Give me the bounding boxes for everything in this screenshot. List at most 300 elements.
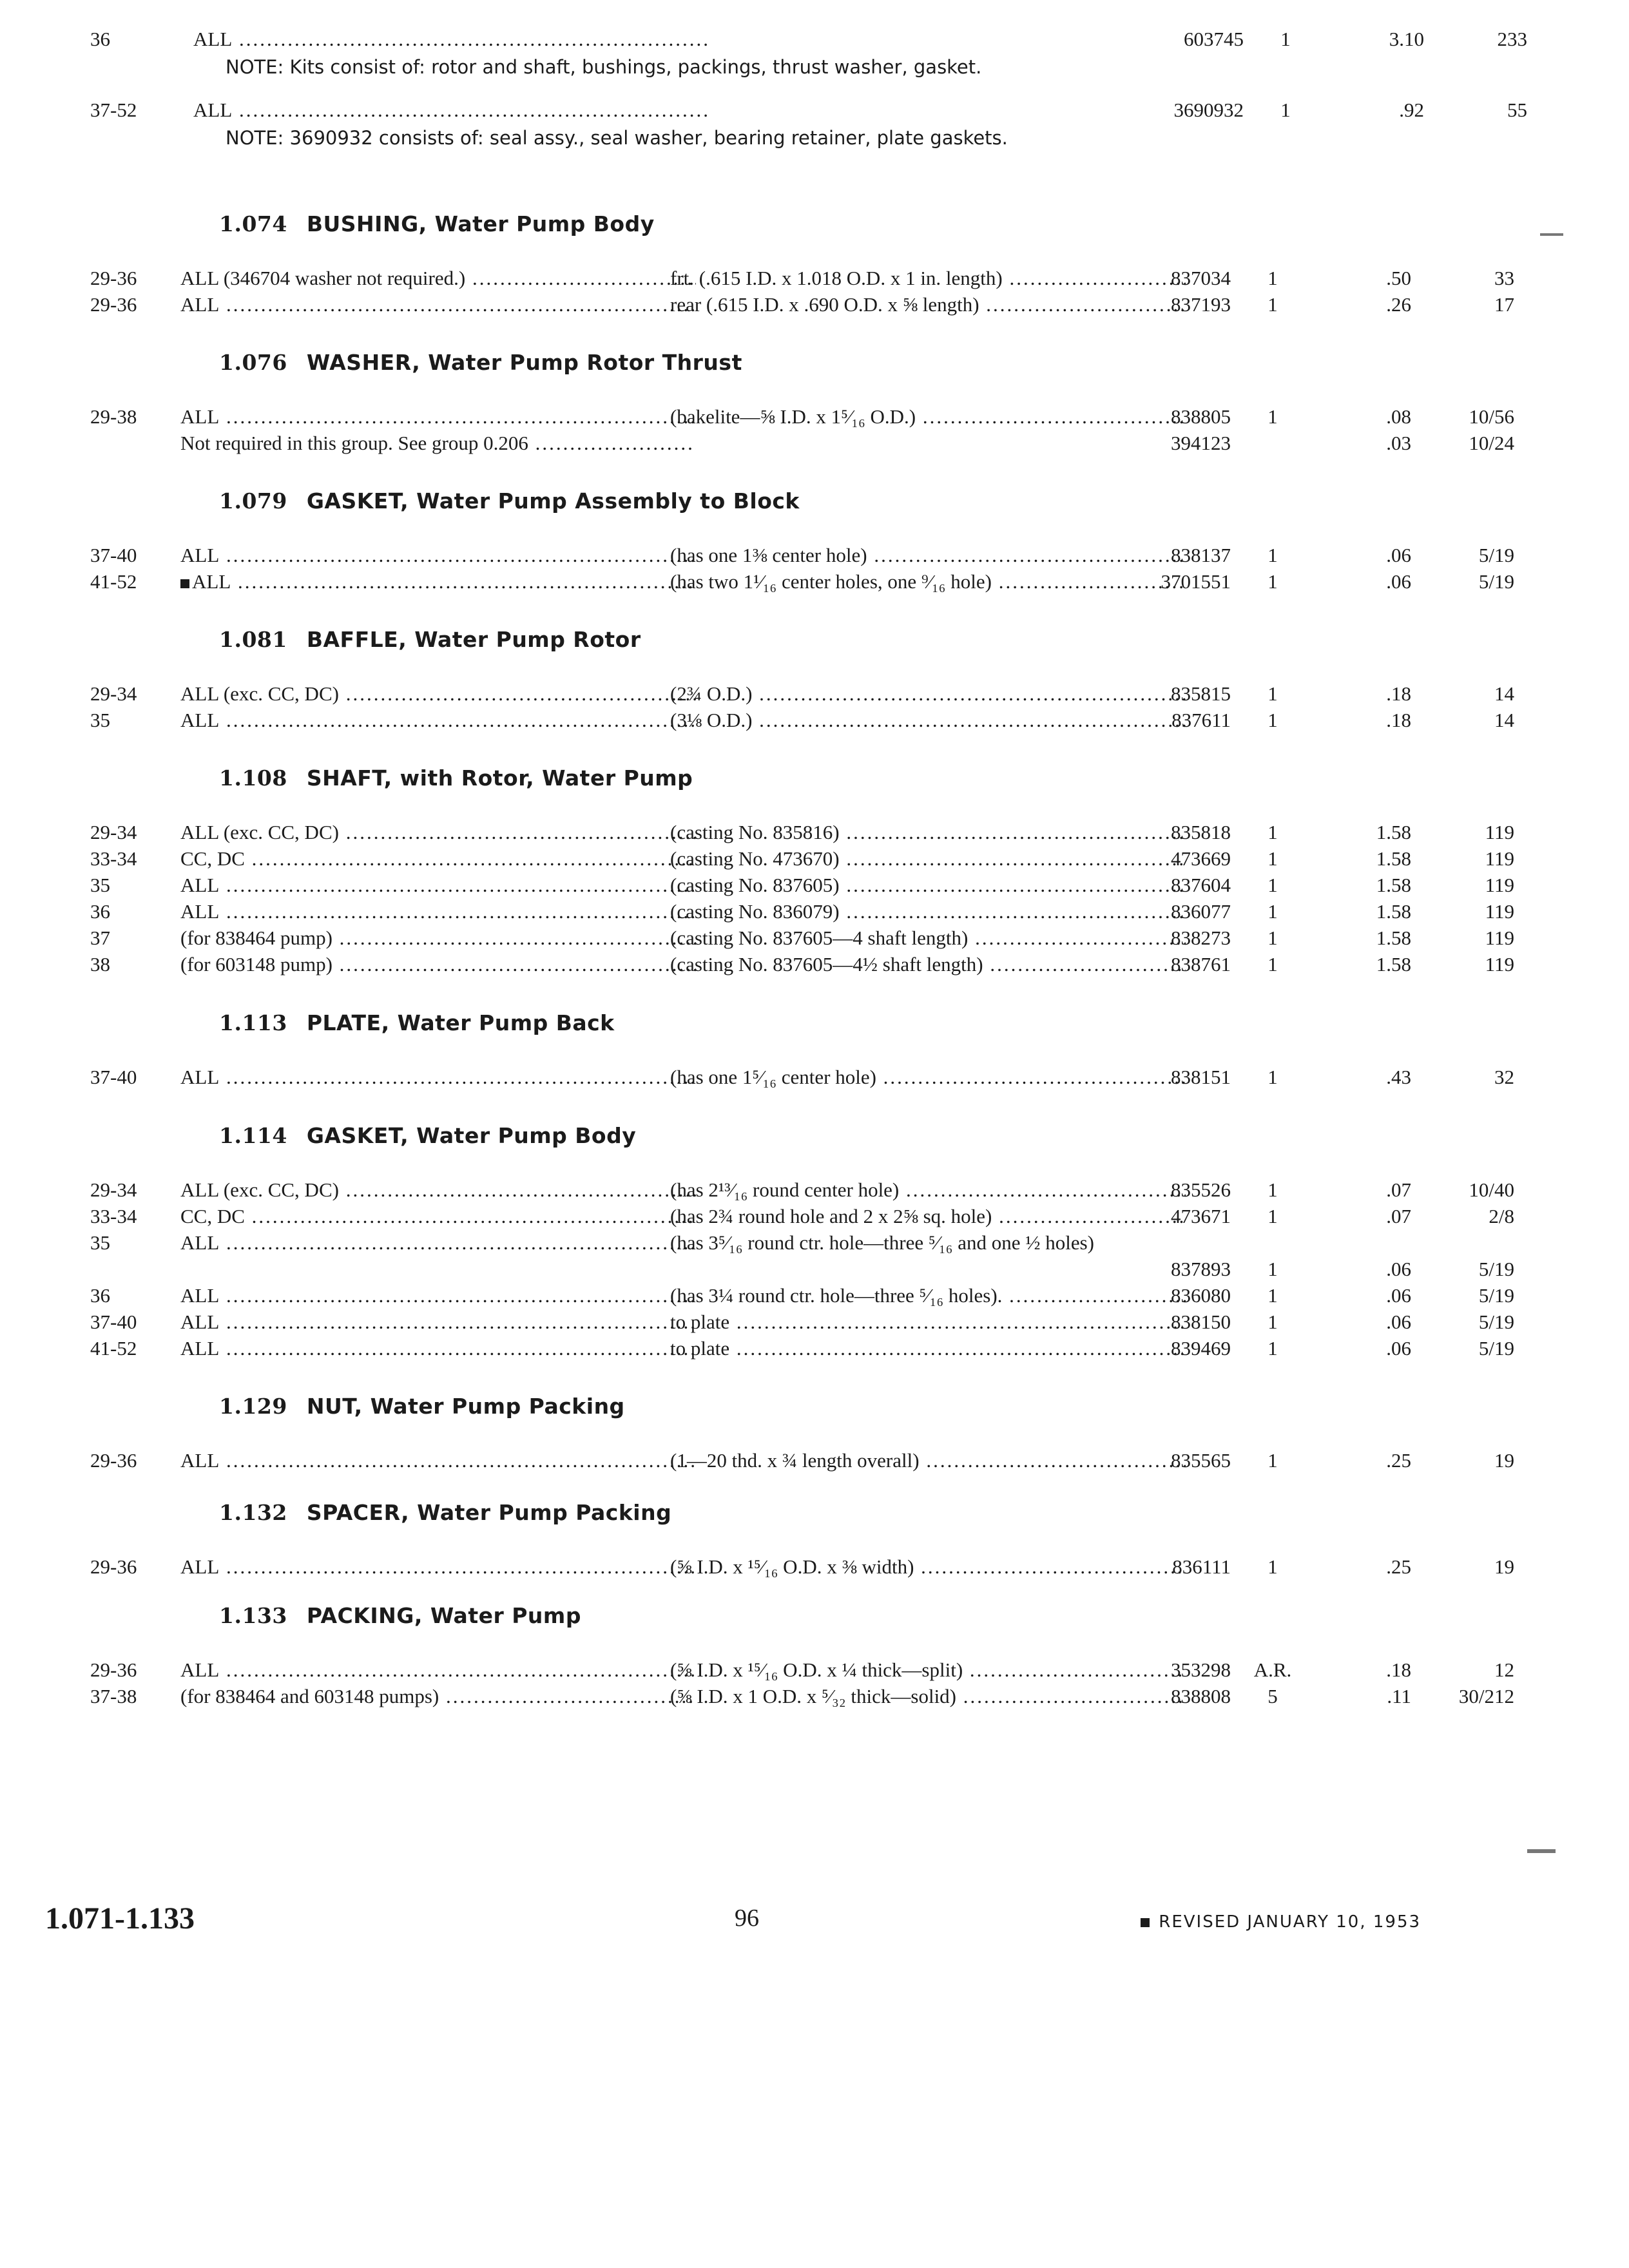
quantity	[1244, 1447, 1302, 1474]
quantity-text: 1	[1268, 1284, 1278, 1307]
table-row	[90, 1335, 1514, 1361]
scan-mark	[1527, 1849, 1556, 1853]
section-1-113	[90, 1008, 1514, 1090]
part-number	[1115, 1064, 1231, 1090]
price-text: .25	[1386, 1449, 1411, 1472]
part-number	[1115, 1335, 1231, 1361]
section-heading: BUSHING, Water Pump Body	[306, 211, 655, 236]
price-group-text: 10/40	[1469, 1178, 1514, 1201]
application-text: ALL	[180, 900, 220, 923]
section-number: 1.079	[219, 488, 287, 514]
section-title	[219, 764, 1469, 793]
application	[180, 707, 696, 733]
application	[180, 680, 696, 707]
description	[670, 1657, 1186, 1683]
model-years-text: 38	[90, 953, 110, 975]
quantity-text: 1	[1280, 28, 1291, 50]
model-years-text: 35	[90, 709, 110, 731]
price-group-text: 119	[1485, 927, 1514, 949]
description	[670, 707, 1186, 733]
price-group-text: 5/19	[1478, 570, 1514, 593]
price	[1315, 291, 1411, 318]
price-text: 3.10	[1389, 28, 1424, 50]
model-years	[90, 1447, 180, 1474]
description	[670, 265, 1186, 291]
section-number: 1.076	[219, 350, 287, 375]
application-text: CC, DC	[180, 1205, 245, 1227]
description	[670, 951, 1186, 977]
price-group	[1411, 1064, 1514, 1090]
quantity	[1257, 97, 1315, 123]
price-group-text: 55	[1507, 99, 1527, 121]
part-number-text: 838761	[1171, 953, 1231, 975]
model-years	[90, 1203, 180, 1229]
quantity	[1244, 680, 1302, 707]
section-1-081	[90, 625, 1514, 733]
kit-entry	[90, 97, 1527, 153]
description	[670, 1683, 1186, 1709]
quantity-text: 5	[1268, 1685, 1278, 1707]
section-title	[219, 209, 1469, 239]
part-number	[1115, 1203, 1231, 1229]
application-text: ALL (exc. CC, DC)	[180, 821, 339, 843]
quantity-text: 1	[1268, 821, 1278, 843]
price-group	[1411, 1256, 1514, 1282]
section-title	[219, 1601, 1469, 1631]
part-number	[1115, 1657, 1231, 1683]
part-number	[1115, 898, 1231, 925]
description-text: (bakelite—⅝ I.D. x 1⁵⁄₁₆ O.D.)	[670, 405, 916, 428]
price-text: .06	[1386, 544, 1411, 566]
price-group-text: 119	[1485, 847, 1514, 870]
price-group	[1411, 1309, 1514, 1335]
price-group-text: 10/56	[1469, 405, 1514, 428]
price-text: .03	[1386, 432, 1411, 454]
price-text: .26	[1386, 293, 1411, 316]
section-heading: GASKET, Water Pump Body	[306, 1123, 637, 1148]
quantity-text: A.R.	[1253, 1658, 1292, 1681]
part-number	[1115, 1177, 1231, 1203]
part-number-text: 835815	[1171, 682, 1231, 705]
quantity	[1244, 1657, 1302, 1683]
application	[180, 1309, 696, 1335]
quantity	[1244, 1177, 1302, 1203]
description	[670, 1335, 1186, 1361]
application-text: (for 603148 pump)	[180, 953, 333, 975]
kit-note: NOTE: 3690932 consists of: seal assy., seal washer, bearing retainer, plate gaskets.	[226, 127, 1008, 149]
quantity	[1244, 707, 1302, 733]
price-group	[1411, 898, 1514, 925]
section-heading: PLATE, Water Pump Back	[306, 1010, 615, 1035]
price-text: 1.58	[1376, 927, 1411, 949]
description-text: (⅝ I.D. x ¹⁵⁄₁₆ O.D. x ⅜ width)	[670, 1555, 914, 1578]
price-text: .92	[1399, 99, 1424, 121]
description	[670, 898, 1186, 925]
model-years	[90, 898, 180, 925]
model-years	[90, 1553, 180, 1580]
application-text: ALL	[180, 1066, 220, 1088]
price-group	[1411, 1203, 1514, 1229]
quantity	[1244, 898, 1302, 925]
quantity-text: 1	[1268, 1311, 1278, 1333]
model-years	[90, 1309, 180, 1335]
price-group-text: 2/8	[1489, 1205, 1514, 1227]
price	[1315, 845, 1411, 872]
description	[670, 1282, 1186, 1309]
description	[670, 403, 1186, 430]
quantity-text: 1	[1268, 544, 1278, 566]
table-row	[90, 1683, 1514, 1709]
section-title	[219, 1121, 1469, 1151]
price-group	[1411, 1447, 1514, 1474]
price	[1315, 265, 1411, 291]
part-number-text: 836080	[1171, 1284, 1231, 1307]
price-text: .07	[1386, 1178, 1411, 1201]
application	[180, 1282, 696, 1309]
quantity-text: 1	[1268, 953, 1278, 975]
application	[193, 97, 709, 123]
application	[180, 1064, 696, 1090]
model-years-text: 37-38	[90, 1685, 137, 1707]
quantity	[1244, 265, 1302, 291]
price	[1315, 403, 1411, 430]
description	[670, 568, 1186, 595]
application	[180, 265, 696, 291]
price-group	[1411, 872, 1514, 898]
application	[180, 403, 696, 430]
description-text: (has one 1⁵⁄₁₆ center hole)	[670, 1066, 876, 1088]
price-group	[1424, 97, 1527, 123]
section-number: 1.081	[219, 627, 287, 652]
part-number-text: 837604	[1171, 874, 1231, 896]
model-years-text: 33-34	[90, 1205, 137, 1227]
price	[1315, 1282, 1411, 1309]
model-years	[90, 97, 180, 123]
description	[670, 291, 1186, 318]
model-years	[90, 1177, 180, 1203]
application-text: ALL	[192, 570, 231, 593]
quantity	[1244, 819, 1302, 845]
price-group-text: 5/19	[1478, 1258, 1514, 1280]
description	[670, 1553, 1186, 1580]
model-years-text: 29-38	[90, 405, 137, 428]
application-text: CC, DC	[180, 847, 245, 870]
description	[670, 1064, 1186, 1090]
price	[1315, 1553, 1411, 1580]
part-number	[1115, 265, 1231, 291]
kit-note: NOTE: Kits consist of: rotor and shaft, bushings, packings, thrust washer, gasket.	[226, 56, 982, 78]
price-group	[1411, 265, 1514, 291]
table-row	[90, 707, 1514, 733]
application	[180, 1177, 696, 1203]
description-text: (has one 1⅜ center hole)	[670, 544, 867, 566]
section-heading: PACKING, Water Pump	[306, 1603, 581, 1628]
price-group	[1411, 403, 1514, 430]
price-group	[1411, 1335, 1514, 1361]
section-1-074	[90, 209, 1514, 318]
part-number-text: 837611	[1171, 709, 1231, 731]
model-years	[90, 1335, 180, 1361]
quantity	[1244, 1335, 1302, 1361]
table-row	[90, 872, 1514, 898]
price-group	[1411, 951, 1514, 977]
model-years-text: 36	[90, 1284, 110, 1307]
application-text: (for 838464 pump)	[180, 927, 333, 949]
quantity	[1244, 925, 1302, 951]
section-heading: SHAFT, with Rotor, Water Pump	[306, 765, 693, 791]
model-years-text: 29-34	[90, 821, 137, 843]
model-years	[90, 951, 180, 977]
quantity	[1244, 1683, 1302, 1709]
application-text: ALL	[180, 405, 220, 428]
quantity-text: 1	[1268, 267, 1278, 289]
section-heading: GASKET, Water Pump Assembly to Block	[306, 488, 800, 514]
price	[1315, 1177, 1411, 1203]
description-text: (⅝ I.D. x 1 O.D. x ⁵⁄₃₂ thick—solid)	[670, 1685, 957, 1707]
application-text: ALL (346704 washer not required.)	[180, 267, 466, 289]
part-number-text: 837034	[1171, 267, 1231, 289]
price	[1315, 680, 1411, 707]
model-years	[90, 1282, 180, 1309]
part-number	[1115, 542, 1231, 568]
part-number	[1128, 26, 1244, 52]
quantity	[1244, 1553, 1302, 1580]
price-text: 1.58	[1376, 900, 1411, 923]
part-number-text: 838151	[1171, 1066, 1231, 1088]
application-text: ALL	[180, 1311, 220, 1333]
table-row	[90, 951, 1514, 977]
section-number: 1.113	[219, 1010, 287, 1035]
price-group	[1411, 925, 1514, 951]
price-group	[1411, 1282, 1514, 1309]
table-row	[90, 898, 1514, 925]
part-number-text: 473671	[1171, 1205, 1231, 1227]
part-number	[1128, 97, 1244, 123]
quantity	[1244, 951, 1302, 977]
application	[180, 925, 696, 951]
price-group	[1411, 819, 1514, 845]
application-text: ALL	[180, 1231, 220, 1254]
price	[1315, 1309, 1411, 1335]
price-group-text: 5/19	[1478, 1311, 1514, 1333]
price-group-text: 17	[1494, 293, 1514, 316]
part-number-text: 3701551	[1161, 570, 1231, 593]
price-group-text: 33	[1494, 267, 1514, 289]
quantity-text: 1	[1268, 1066, 1278, 1088]
price	[1315, 872, 1411, 898]
application	[180, 872, 696, 898]
price-group	[1411, 1683, 1514, 1709]
application	[180, 568, 696, 595]
description-text: (casting No. 473670)	[670, 847, 840, 870]
description-text: (casting No. 837605—4 shaft length)	[670, 927, 969, 949]
revision-date: REVISED JANUARY 10, 1953	[1159, 1912, 1422, 1932]
application	[180, 291, 696, 318]
table-row	[90, 925, 1514, 951]
price	[1315, 925, 1411, 951]
revision-bullet-icon	[1141, 1918, 1150, 1927]
description-text: (has two 1¹⁄₁₆ center holes, one ⁹⁄₁₆ hole)	[670, 570, 992, 593]
quantity-text: 1	[1268, 847, 1278, 870]
part-number-text: 835526	[1171, 1178, 1231, 1201]
price-text: 1.58	[1376, 847, 1411, 870]
model-years-text: 29-36	[90, 293, 137, 316]
section-1-132	[90, 1498, 1514, 1580]
price-group-text: 119	[1485, 874, 1514, 896]
table-row	[90, 542, 1514, 568]
part-number-text: 353298	[1171, 1658, 1231, 1681]
part-number-text: 394123	[1171, 432, 1231, 454]
quantity-text: 1	[1268, 570, 1278, 593]
model-years	[90, 1657, 180, 1683]
model-years-text: 29-36	[90, 1555, 137, 1578]
model-years	[90, 872, 180, 898]
model-years	[90, 568, 180, 595]
description-text: (casting No. 837605)	[670, 874, 840, 896]
part-number-text: 839469	[1171, 1337, 1231, 1360]
price-group-text: 10/24	[1469, 432, 1514, 454]
part-number-text: 838805	[1171, 405, 1231, 428]
quantity-text: 1	[1268, 709, 1278, 731]
description	[670, 845, 1186, 872]
quantity-text: 1	[1280, 99, 1291, 121]
model-years	[90, 26, 180, 52]
part-number-text: 3690932	[1173, 99, 1244, 121]
quantity-text: 1	[1268, 1205, 1278, 1227]
model-years-text: 36	[90, 900, 110, 923]
application	[180, 898, 696, 925]
price-text: .06	[1386, 1284, 1411, 1307]
price-group	[1411, 707, 1514, 733]
price	[1327, 26, 1424, 52]
quantity	[1244, 1064, 1302, 1090]
table-row	[90, 1657, 1514, 1683]
section-heading: BAFFLE, Water Pump Rotor	[306, 627, 641, 652]
price-text: .11	[1387, 1685, 1411, 1707]
table-row	[90, 265, 1514, 291]
application	[180, 951, 696, 977]
part-number	[1115, 1683, 1231, 1709]
quantity	[1244, 1203, 1302, 1229]
section-title	[219, 1008, 1469, 1038]
application	[180, 1447, 696, 1474]
price-text: .25	[1386, 1555, 1411, 1578]
part-number	[1115, 707, 1231, 733]
application	[180, 1657, 696, 1683]
description	[670, 1447, 1186, 1474]
price-group	[1411, 1657, 1514, 1683]
section-number: 1.074	[219, 211, 287, 236]
application-text: ALL	[193, 99, 233, 121]
model-years-text: 37-52	[90, 99, 137, 121]
price-group-text: 19	[1494, 1555, 1514, 1578]
model-years	[90, 819, 180, 845]
section-1-129	[90, 1392, 1514, 1474]
part-number	[1115, 925, 1231, 951]
quantity-text: 1	[1268, 874, 1278, 896]
description-text: (has 2¾ round hole and 2 x 2⅝ sq. hole)	[670, 1205, 992, 1227]
section-1-133	[90, 1601, 1514, 1709]
price-text: .08	[1386, 405, 1411, 428]
part-number	[1115, 1447, 1231, 1474]
table-row	[90, 819, 1514, 845]
part-number-text: 835818	[1171, 821, 1231, 843]
application-text: ALL (exc. CC, DC)	[180, 1178, 339, 1201]
table-row	[90, 403, 1514, 430]
quantity	[1244, 1309, 1302, 1335]
price-group-text: 5/19	[1478, 544, 1514, 566]
section-heading: NUT, Water Pump Packing	[306, 1394, 625, 1419]
description-text: rear (.615 I.D. x .690 O.D. x ⅝ length)	[670, 293, 979, 316]
application-text: ALL	[180, 709, 220, 731]
model-years-text: 35	[90, 1231, 110, 1254]
table-row	[90, 26, 1527, 52]
description	[670, 1177, 1186, 1203]
model-years	[90, 1229, 180, 1256]
price	[1315, 1683, 1411, 1709]
part-number-text: 838273	[1171, 927, 1231, 949]
application	[193, 26, 709, 52]
model-years-text: 37-40	[90, 1311, 137, 1333]
application	[180, 1335, 696, 1361]
application	[180, 430, 696, 456]
model-years-text: 37-40	[90, 544, 137, 566]
price-group-text: 5/19	[1478, 1337, 1514, 1360]
description-text: (1—20 thd. x ¾ length overall)	[670, 1449, 920, 1472]
model-years-text: 29-34	[90, 1178, 137, 1201]
quantity	[1244, 1256, 1302, 1282]
application-text: ALL	[193, 28, 233, 50]
description-text: (3⅛ O.D.)	[670, 709, 753, 731]
table-row	[90, 1203, 1514, 1229]
price-group-text: 119	[1485, 821, 1514, 843]
application-text: ALL	[180, 544, 220, 566]
part-number	[1115, 403, 1231, 430]
model-years	[90, 1064, 180, 1090]
price-group	[1411, 1553, 1514, 1580]
application-text: ALL	[180, 874, 220, 896]
price	[1315, 1064, 1411, 1090]
quantity-text: 1	[1268, 1337, 1278, 1360]
application	[180, 819, 696, 845]
price	[1327, 97, 1424, 123]
model-years-text: 35	[90, 874, 110, 896]
section-1-108	[90, 764, 1514, 977]
section-1-076	[90, 348, 1514, 456]
part-number	[1115, 568, 1231, 595]
application-text: ALL	[180, 1555, 220, 1578]
price	[1315, 1203, 1411, 1229]
part-number-text: 473669	[1171, 847, 1231, 870]
section-title	[219, 486, 1469, 516]
quantity-text: 1	[1268, 1555, 1278, 1578]
price-group-text: 119	[1485, 900, 1514, 923]
quantity-text: 1	[1268, 405, 1278, 428]
price	[1315, 707, 1411, 733]
revision-bullet-icon	[180, 579, 189, 588]
section-title	[219, 625, 1469, 655]
quantity	[1244, 1282, 1302, 1309]
model-years-text: 36	[90, 28, 110, 50]
table-row	[90, 1553, 1514, 1580]
description	[670, 819, 1186, 845]
application-text: ALL	[180, 1284, 220, 1307]
model-years-text: 37	[90, 927, 110, 949]
description	[670, 925, 1186, 951]
part-number	[1115, 1309, 1231, 1335]
model-years-text: 29-36	[90, 267, 137, 289]
price-group	[1411, 291, 1514, 318]
